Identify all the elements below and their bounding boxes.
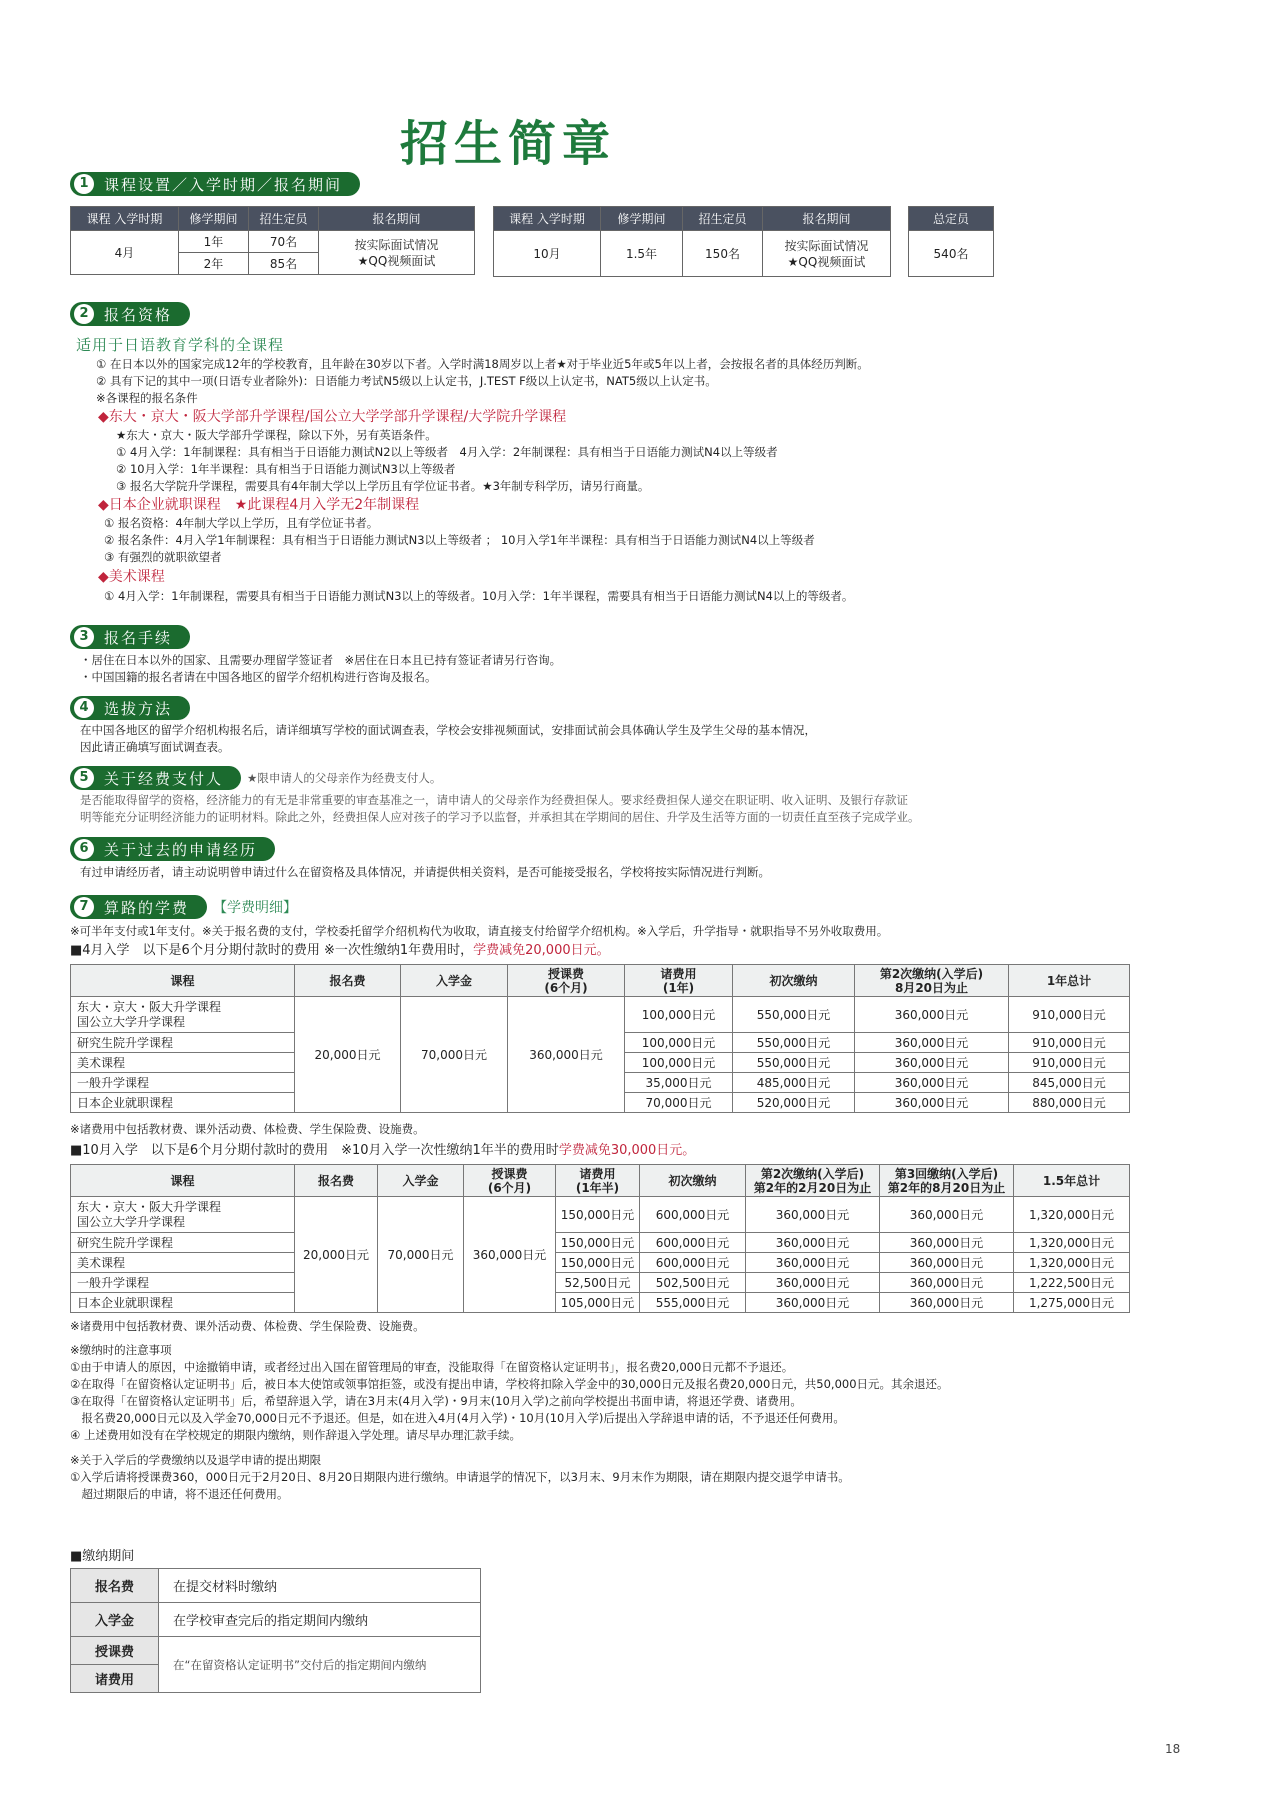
section-title: 报名手续 xyxy=(104,628,173,647)
cell: 1,275,000日元 xyxy=(1014,1293,1130,1313)
sponsor-text xyxy=(80,792,920,826)
text-line: ・居住在日本以外的国家、且需要办理留学签证者 ※居住在日本且已持有签证者请另行咨询。 xyxy=(80,653,562,667)
text-line: ③ 有强烈的就职欲望者 xyxy=(104,550,222,564)
section-2-header xyxy=(70,302,190,326)
cell: 按实际面试情况 ★QQ视频面试 xyxy=(763,231,891,277)
enrollment-table-october xyxy=(493,206,891,277)
col-header: 报名费 xyxy=(295,1165,378,1197)
text-line xyxy=(70,1444,949,1452)
course-cell: 研究生院升学课程 xyxy=(71,1233,295,1253)
text-line: ① 4月入学：1年制课程，需要具有相当于日语能力测试N3以上的等级者。10月入学：1年半课程，需要具有相当于日语能力测试N4以上的等级者。 xyxy=(104,589,854,603)
cell: 485,000日元 xyxy=(733,1073,855,1093)
text-line: 明等能充分证明经济能力的证明材料。除此之外，经费担保人应对孩子的学习予以监督，并承担其在学期间的居住、升学及生活等方面的一切责任直至孩子完成学业。 xyxy=(80,810,920,824)
cell: 550,000日元 xyxy=(733,997,855,1033)
history-text xyxy=(80,864,770,881)
text-line: ② 具有下记的其中一项(日语专业者除外)：日语能力考试N5级以上认定书，J.TEST F级以上认定书，NAT5级以上认定书。 xyxy=(96,374,717,388)
section-number: 2 xyxy=(74,304,94,324)
course-title: ◆美术课程 xyxy=(98,569,165,585)
cell: 70,000日元 xyxy=(401,997,508,1113)
cell: 360,000日元 xyxy=(508,997,625,1113)
text-line: ★东大・京大・阪大学部升学课程，除以下外，另有英语条件。 xyxy=(116,428,437,442)
fee-note: ※诸费用中包括教材费、课外活动费、体检费、学生保险费、设施费。 xyxy=(70,1122,425,1136)
col-header: 1.5年总计 xyxy=(1014,1165,1130,1197)
col-header: 课程 xyxy=(71,1165,295,1197)
section-4-header xyxy=(70,696,190,720)
cell: 360,000日元 xyxy=(855,1033,1009,1053)
row-label: 入学金 xyxy=(71,1603,159,1637)
cell: 360,000日元 xyxy=(880,1253,1014,1273)
cell: 540名 xyxy=(909,231,994,277)
row-label: 授课费 xyxy=(71,1637,159,1665)
text-line: ① 报名资格：4年制大学以上学历，且有学位证书者。 xyxy=(104,516,379,530)
section-title: 报名资格 xyxy=(104,305,173,324)
cell: 360,000日元 xyxy=(746,1293,880,1313)
col-header: 授课费 (6个月) xyxy=(508,965,625,997)
sponsor-note: ★限申请人的父母亲作为经费支付人。 xyxy=(247,770,442,785)
col-header: 诸费用 (1年) xyxy=(625,965,733,997)
payment-notes xyxy=(70,1342,949,1503)
cell: 910,000日元 xyxy=(1009,1053,1130,1073)
section-number: 3 xyxy=(74,627,94,647)
cell: 1,320,000日元 xyxy=(1014,1197,1130,1233)
cell: 1.5年 xyxy=(601,231,683,277)
cell: 150,000日元 xyxy=(556,1197,640,1233)
col-header: 报名期间 xyxy=(319,207,475,231)
text-line: 超过期限后的申请，将不退还任何费用。 xyxy=(70,1487,289,1501)
april-fee-heading xyxy=(70,942,610,959)
cell: 880,000日元 xyxy=(1009,1093,1130,1113)
cell: 360,000日元 xyxy=(880,1293,1014,1313)
cell: 按实际面试情况 ★QQ视频面试 xyxy=(319,231,475,275)
total-capacity-table xyxy=(908,206,994,277)
row-value: 在提交材料时缴纳 xyxy=(159,1569,481,1603)
april-fee-table xyxy=(70,964,1130,1113)
cell: 845,000日元 xyxy=(1009,1073,1130,1093)
cell: 1年 xyxy=(179,231,249,253)
section-3-header xyxy=(70,625,190,649)
cell: 85名 xyxy=(249,253,319,275)
cell: 360,000日元 xyxy=(746,1197,880,1233)
col-header: 第2次缴纳(入学后) 第2年的2月20日为止 xyxy=(746,1165,880,1197)
cell: 910,000日元 xyxy=(1009,997,1130,1033)
col-header: 第2次缴纳(入学后) 8月20日为止 xyxy=(855,965,1009,997)
payment-period-table xyxy=(70,1568,481,1693)
section-6-header xyxy=(70,837,275,861)
course-cell: 一般升学课程 xyxy=(71,1073,295,1093)
col-header: 1年总计 xyxy=(1009,965,1130,997)
course-cell: 东大・京大・阪大升学课程 国公立大学升学课程 xyxy=(71,997,295,1033)
section-number: 7 xyxy=(74,897,94,917)
cell: 70,000日元 xyxy=(378,1197,464,1313)
text-line: ③在取得「在留资格认定证明书」后，希望辞退入学，请在3月末(4月入学)・9月末(10月入学)之前向学校提出书面申请，将退还学费、诸费用。 xyxy=(70,1394,802,1408)
col-header: 修学期间 xyxy=(601,207,683,231)
col-header: 第3回缴纳(入学后) 第2年的8月20日为止 xyxy=(880,1165,1014,1197)
text-line: 因此请正确填写面试调查表。 xyxy=(80,740,230,754)
course-title: ◆日本企业就职课程 ★此课程4月入学无2年制课程 xyxy=(98,497,420,513)
cell: 70名 xyxy=(249,231,319,253)
fee-intro xyxy=(70,923,888,940)
text-line: ② 报名条件：4月入学1年制课程：具有相当于日语能力测试N3以上等级者 ； 10月入学1年半课程：具有相当于日语能力测试N4以上等级者 xyxy=(104,533,815,547)
text-line: ※可半年支付或1年支付。※关于报名费的支付，学校委托留学介绍机构代为收取，请直接支付给留学介绍机构。※入学后，升学指导・就职指导不另外收取费用。 xyxy=(70,924,889,938)
section-number: 5 xyxy=(74,768,94,788)
cell: 910,000日元 xyxy=(1009,1033,1130,1053)
eligibility-text xyxy=(96,356,869,605)
section-1-header xyxy=(70,172,360,196)
cell: 150,000日元 xyxy=(556,1253,640,1273)
text-line: ※关于入学后的学费缴纳以及退学申请的提出期限 xyxy=(70,1453,322,1467)
cell: 1,222,500日元 xyxy=(1014,1273,1130,1293)
text-line: ③ 报名大学院升学课程，需要具有4年制大学以上学历且有学位证书者。★3年制专科学历，请另行商量。 xyxy=(116,479,650,493)
col-header: 报名费 xyxy=(295,965,401,997)
course-cell: 日本企业就职课程 xyxy=(71,1293,295,1313)
cell: 360,000日元 xyxy=(855,997,1009,1033)
section-title: 选拔方法 xyxy=(104,699,173,718)
cell: 2年 xyxy=(179,253,249,275)
col-header: 课程 入学时期 xyxy=(494,207,601,231)
cell: 10月 xyxy=(494,231,601,277)
cell: 502,500日元 xyxy=(640,1273,746,1293)
october-fee-heading xyxy=(70,1142,695,1159)
col-header: 初次缴纳 xyxy=(640,1165,746,1197)
course-cell: 美术课程 xyxy=(71,1253,295,1273)
col-header: 入学金 xyxy=(401,965,508,997)
col-header: 招生定员 xyxy=(249,207,319,231)
cell: 1,320,000日元 xyxy=(1014,1233,1130,1253)
text-line: ①入学后请将授课费360，000日元于2月20日、8月20日期限内进行缴纳。申请退学的情况下，以3月末、9月末作为期限，请在期限内提交退学申请书。 xyxy=(70,1470,850,1484)
text-line: 是否能取得留学的资格，经济能力的有无是非常重要的审查基准之一，请申请人的父母亲作为经费担保人。要求经费担保人递交在职证明、收入证明、及银行存款证 xyxy=(80,793,908,807)
cell: 360,000日元 xyxy=(855,1073,1009,1093)
col-header: 授课费 (6个月) xyxy=(464,1165,556,1197)
section-number: 1 xyxy=(74,174,94,194)
cell: 360,000日元 xyxy=(746,1233,880,1253)
discount-text: 学费减免20,000日元。 xyxy=(473,943,610,958)
text-line: 报名费20,000日元以及入学金70,000日元不予退还。但是，如在进入4月(4月入学)・10月(10月入学)后提出入学辞退申请的话，不予退还任何费用。 xyxy=(70,1411,845,1425)
cell: 100,000日元 xyxy=(625,997,733,1033)
cell: 35,000日元 xyxy=(625,1073,733,1093)
row-label: 诸费用 xyxy=(71,1665,159,1693)
text-line: ②在取得「在留资格认定证明书」后，被日本大使馆或领事馆拒签，或没有提出申请，学校将扣除入学金中的30,000日元及报名费20,000日元，共50,000日元。其余退还。 xyxy=(70,1377,949,1391)
cell: 600,000日元 xyxy=(640,1197,746,1233)
text-line: 有过申请经历者，请主动说明曾申请过什么在留资格及具体情况，并请提供相关资料，是否可能接受报名，学校将按实际情况进行判断。 xyxy=(80,865,770,879)
heading-text: ■4月入学 以下是6个月分期付款时的费用 ※一次性缴纳1年费用时， xyxy=(70,943,474,958)
discount-text: 学费减免30,000日元。 xyxy=(558,1143,696,1158)
cell: 600,000日元 xyxy=(640,1253,746,1273)
payment-period-heading: ■缴纳期间 xyxy=(70,1549,135,1564)
heading-text: ■10月入学 以下是6个月分期付款时的费用 ※10月入学一次性缴纳1年半的费用时 xyxy=(70,1143,559,1158)
col-header: 入学金 xyxy=(378,1165,464,1197)
text-line: ※各课程的报名条件 xyxy=(96,391,198,405)
cell: 600,000日元 xyxy=(640,1233,746,1253)
page-title: 招生简章 xyxy=(400,116,617,172)
cell: 550,000日元 xyxy=(733,1053,855,1073)
course-cell: 东大・京大・阪大升学课程 国公立大学升学课程 xyxy=(71,1197,295,1233)
col-header: 报名期间 xyxy=(763,207,891,231)
course-cell: 一般升学课程 xyxy=(71,1273,295,1293)
cell: 360,000日元 xyxy=(880,1233,1014,1253)
cell: 52,500日元 xyxy=(556,1273,640,1293)
cell: 360,000日元 xyxy=(855,1053,1009,1073)
col-header: 招生定员 xyxy=(683,207,763,231)
text-line: ② 10月入学：1年半课程：具有相当于日语能力测试N3以上等级者 xyxy=(116,462,456,476)
procedure-text xyxy=(80,652,561,686)
col-header: 修学期间 xyxy=(179,207,249,231)
row-label: 报名费 xyxy=(71,1569,159,1603)
course-cell: 研究生院升学课程 xyxy=(71,1033,295,1053)
cell: 360,000日元 xyxy=(746,1273,880,1293)
cell: 150名 xyxy=(683,231,763,277)
text-line: ※缴纳时的注意事项 xyxy=(70,1343,172,1357)
course-title: ◆东大・京大・阪大学部升学课程/国公立大学学部升学课程/大学院升学课程 xyxy=(98,409,567,425)
text-line: 在中国各地区的留学介绍机构报名后，请详细填写学校的面试调查表，学校会安排视频面试，安排面试前会具体确认学生及学生父母的基本情况， xyxy=(80,723,816,737)
cell: 4月 xyxy=(71,231,179,275)
row-value: 在学校审查完后的指定期间内缴纳 xyxy=(159,1603,481,1637)
section-5-header xyxy=(70,766,441,790)
col-header: 课程 xyxy=(71,965,295,997)
cell: 100,000日元 xyxy=(625,1033,733,1053)
row-value: 在“在留资格认定证明书”交付后的指定期间内缴纳 xyxy=(159,1637,481,1693)
cell: 360,000日元 xyxy=(464,1197,556,1313)
fee-detail-tag: 【学费明细】 xyxy=(213,900,298,916)
section-title: 算路的学费 xyxy=(104,898,190,917)
cell: 360,000日元 xyxy=(746,1253,880,1273)
course-cell: 日本企业就职课程 xyxy=(71,1093,295,1113)
page-number: 18 xyxy=(1165,1742,1181,1756)
text-line: ① 4月入学：1年制课程：具有相当于日语能力测试N2以上等级者 4月入学：2年制课程：具有相当于日语能力测试N4以上等级者 xyxy=(116,445,778,459)
section-number: 4 xyxy=(74,698,94,718)
col-header: 初次缴纳 xyxy=(733,965,855,997)
fee-note: ※诸费用中包括教材费、课外活动费、体检费、学生保险费、设施费。 xyxy=(70,1319,425,1333)
cell: 360,000日元 xyxy=(880,1273,1014,1293)
section-number: 6 xyxy=(74,839,94,859)
text-line: ①由于申请人的原因，中途撤销申请，或者经过出入国在留管理局的审查，没能取得「在留资格认定证明书」，报名费20,000日元都不予退还。 xyxy=(70,1360,794,1374)
cell: 1,320,000日元 xyxy=(1014,1253,1130,1273)
cell: 70,000日元 xyxy=(625,1093,733,1113)
cell: 520,000日元 xyxy=(733,1093,855,1113)
cell: 360,000日元 xyxy=(880,1197,1014,1233)
selection-text xyxy=(80,722,816,756)
section-7-header xyxy=(70,895,297,919)
cell: 150,000日元 xyxy=(556,1233,640,1253)
enrollment-table-april xyxy=(70,206,475,275)
section-title: 关于过去的申请经历 xyxy=(104,840,258,859)
section-title: 关于经费支付人 xyxy=(104,769,224,788)
cell: 100,000日元 xyxy=(625,1053,733,1073)
col-header: 总定员 xyxy=(909,207,994,231)
col-header: 诸费用 (1年半) xyxy=(556,1165,640,1197)
course-cell: 美术课程 xyxy=(71,1053,295,1073)
cell: 555,000日元 xyxy=(640,1293,746,1313)
section-title: 课程设置／入学时期／报名期间 xyxy=(104,175,343,194)
section-subtitle: 适用于日语教育学科的全课程 xyxy=(76,336,285,354)
text-line: ・中国国籍的报名者请在中国各地区的留学介绍机构进行咨询及报名。 xyxy=(80,670,437,684)
october-fee-table xyxy=(70,1164,1130,1313)
cell: 550,000日元 xyxy=(733,1033,855,1053)
cell: 20,000日元 xyxy=(295,997,401,1113)
col-header: 课程 入学时期 xyxy=(71,207,179,231)
text-line: ④ 上述费用如没有在学校规定的期限内缴纳，则作辞退入学处理。请尽早办理汇款手续。 xyxy=(70,1428,521,1442)
cell: 360,000日元 xyxy=(855,1093,1009,1113)
text-line: ① 在日本以外的国家完成12年的学校教育，且年龄在30岁以下者。入学时满18周岁以上者★对于毕业近5年或5年以上者，会按报名者的具体经历判断。 xyxy=(96,357,869,371)
cell: 20,000日元 xyxy=(295,1197,378,1313)
cell: 105,000日元 xyxy=(556,1293,640,1313)
